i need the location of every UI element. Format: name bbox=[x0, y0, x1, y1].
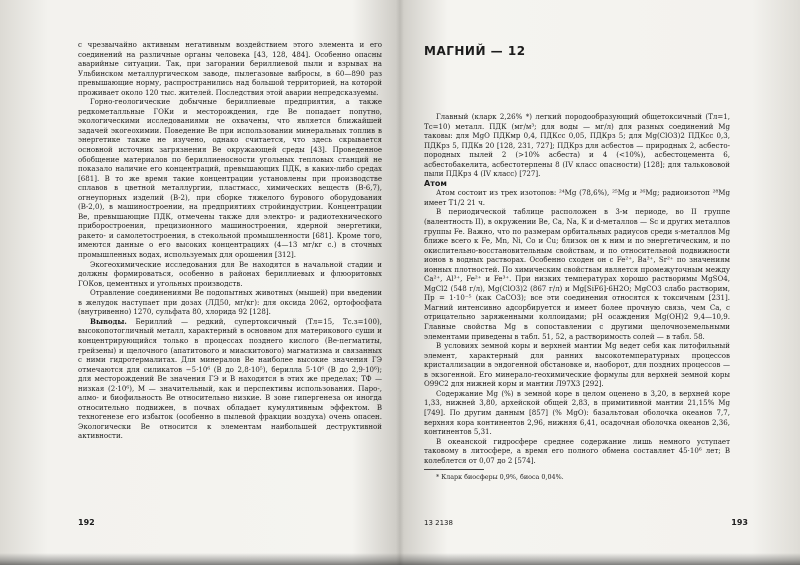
left-paragraph-3: Экогеохимические исследования для Be находятся в начальной стадии и должны формироваться, особенно в районах бериллиевых и флюоритовых ГОКов, цементных и угольных производств. bbox=[78, 259, 382, 288]
atom-paragraph-5: В океанской гидросфере среднее содержание лишь немного уступает таковому в литосфере, а время его полного обмена составляет 45·10⁶ лет; В колеблется от 0,07 до 2 [574]. bbox=[424, 436, 730, 465]
atom-paragraph-1: Атом состоит из трех изотопов: ²⁴Mg (78,6%), ²⁵Mg и ²⁶Mg; радиоизотоп ²⁸Mg имеет T1/2 21 ч. bbox=[424, 188, 730, 207]
right-text-column bbox=[424, 112, 730, 482]
atom-paragraph-4: Содержание Mg (%) в земной коре в целом оценено в 3,20, в верхней коре 1,33, нижней 3,80, архейской общей 2,83, в примитивной мантии 21,15% Mg [749]. По другим данным [857] (% MgO): базальтовая оболочка океанов 7,7, верхняя кора континентов 2,96, нижняя 6,41, осадочная оболочка океанов 2,36, континентов 5,31. bbox=[424, 388, 730, 437]
printer-signature: 13 2138 bbox=[424, 519, 453, 527]
atom-paragraph-3: В условиях земной коры и верхней мантии Mg ведет себя как литофильный элемент, характерный для ранних высокотемпературных процессов кристаллизации в эндогенной обстановке и, наоборот, для поздних процессов — в экзогенной. Его минерало-геохимические формулы для верхней земной коры O99C2 для нижней коры и мантии Л97Х3 [292]. bbox=[424, 341, 730, 389]
conclusion-text: Бериллий — редкий, супертоксичный (Тл=15, Тс.з=100), высокопотогличный металл, характерный в основном для материкового суши и концентрирующийся только в процессах позднего кислого (Be-пегматиты, грейзены) и щелочного (апатитового и миаскитового) магматизма и связанных с ними гидротермалитах. Для минералов Be наиболее высокие значения ГЭ отмечаются для силикатов −5·10⁶ (В до 2,8·10⁵), берилла 5·10⁶ (В до 2,9·10⁶); для месторождений Be значения ГЭ и В находятся в этих же пределах; ТФ — низкая (2·10⁶), М — значительный, как и перспективы использования. Паро-, алмо- и биофильность Be относительно низкие. В зоне гипергенеза он иногда относительно подвижен, в почвах обладает кумулятивным эффектом. В техногенезе его избыток (особенно в пылевой фракции воздуха) очень опасен. Экологически Be относится к элементам наибольшей деструктивной активности. bbox=[78, 316, 382, 441]
left-text-column bbox=[78, 40, 382, 441]
right-page-number: 193 bbox=[731, 518, 748, 527]
chapter-title: МАГНИЙ — 12 bbox=[424, 44, 526, 58]
section-heading-atom: Атом bbox=[424, 178, 447, 188]
intro-paragraph: Главный (кларк 2,26% *) легкий породообразующий общетоксичный (Тл=1, Тс=10) металл. ПДК (мг/м³; для воды — мг/л) для разных соединений Mg таковы: для MgO ПДКмр 0,4, ПДКсс 0,05, ПДКрз 5; для Mg(ClO3)2 ПДКсс 0,3, ПДКрз 5, ПДКв 20 [128, 231, 727]; ПДКрз для асбестов — природных 2, асбесто-породных пылей 2 (>10% асбеста) и 4 (<10%), асбестоцемента 6, асбестобакелита, асбестотерпены 8 (IV класс опасности) [128]; для талькововой пыли ПДКрз 4 (IV класс) [727]. bbox=[424, 112, 730, 179]
conclusion-label: Выводы. bbox=[90, 316, 127, 326]
left-paragraph-2: Горно-геологические добычные бериллиевые предприятия, а также редкометалльные ГОКи и месторождения, где Be попадает попутно, экологическими исследованиями не охвачены, что является ближайшей задачей экогеохимии. Поведение Be при использовании минеральных топлив в энергетике также не изучено, однако считается, что здесь скрывается основной источник загрязнения Be окружающей среды [43]. Проведенное обобщение материалов по бериллиеносности угольных тепловых станций не показало наличие его концентраций, превышающих ПДК, в каких-либо средах [681]. В то же время такие концентрации установлены при производстве сплавов в цветной металлургии, пластмасс, химических веществ (В-6,7), огнеупорных изделий (В-2), при сборке тяжелого бурового оборудования (В-2,0), в машиностроении, на предприятиях стройиндустрии. Концентрации Be, превышающие ПДК, отмечены также для электро- и радиотехнического приборостроения, прецизионного машиностроения, ядерной энергетики, ракето- и самолетостроения, в стекольной промышленности [681]. Кроме того, имеются данные о его высоких концентрациях (4—13 мг/кг с.) в сточных промышленных водах, используемых для орошения [312]. bbox=[78, 97, 382, 260]
left-page-number: 192 bbox=[78, 518, 95, 527]
atom-paragraph-2: В периодической таблице расположен в 3-м периоде, во II группе (валентность II), в окружении Be, Ca, Na, K и d-металлов — Sc и других металлов группы Fe. Важно, что по размерам орбитальных радиусов среди s-металлов Mg ближе всего к Fe, Mn, Ni, Co и Cu; близок он к ним и по энергетическим, и по окислительно-восстановительным свойствам, и по относительной подвижности ионов в водных растворах. Особенно сходен он с Fe²⁺, Ba²⁺, Sr²⁺ по значениям ионных плотностей. По химическим свойствам является промежуточным между Ca²⁺, Al³⁺, Fe²⁺ и Fe³⁺. При низких температурах хорошо растворимы MgSO4, MgCl2 (548 г/л), Mg(ClO3)2 (867 г/л) и Mg[SiF6]·6H2O; MgCO3 слабо растворим, Пр = 1·10⁻⁵ (как CaCO3); все эти соединения относятся к токсичным [231]. Магний интенсивно адсорбируется и имеет более прочную связь, чем Ca, с отрицательно заряженными коллоидами; pH осаждения Mg(OH)2 9,4—10,9. Главные свойства Mg в сопоставлении с другими щелочноземельными элементами приведены в табл. 51, 52, а растворимость солей — в табл. 58. bbox=[424, 207, 730, 341]
left-paragraph-1: с чрезвычайно активным негативным воздействием этого элемента и его соединений на различные органы человека [43, 128, 484]. Особенно опасны аварийные ситуации. Так, при загорании бериллиевой пыли и взрывах на Ульбинском металлургическом заводе, пылегазовые выбросы, в 60—890 раз превышающие норму, распространились над большой территорией, на которой проживает около 120 тыс. жителей. Последствия этой аварии непредсказуемы. bbox=[78, 40, 382, 97]
footnote-divider bbox=[424, 469, 484, 470]
footnote: * Кларк биосферы 0,9%, биоса 0,04%. bbox=[436, 473, 564, 482]
left-paragraph-4: Отравление соединениями Be подопытных животных (мышей) при введении в желудок наступает при дозах (ЛД50, мг/кг): для оксида 2062, ортофосфата (внутривенно) 1270, сульфата 80, хлорида 92 [128]. bbox=[78, 288, 382, 317]
right-page bbox=[400, 0, 800, 565]
left-conclusion-paragraph bbox=[78, 317, 382, 441]
scan-bottom-shadow bbox=[0, 553, 800, 565]
